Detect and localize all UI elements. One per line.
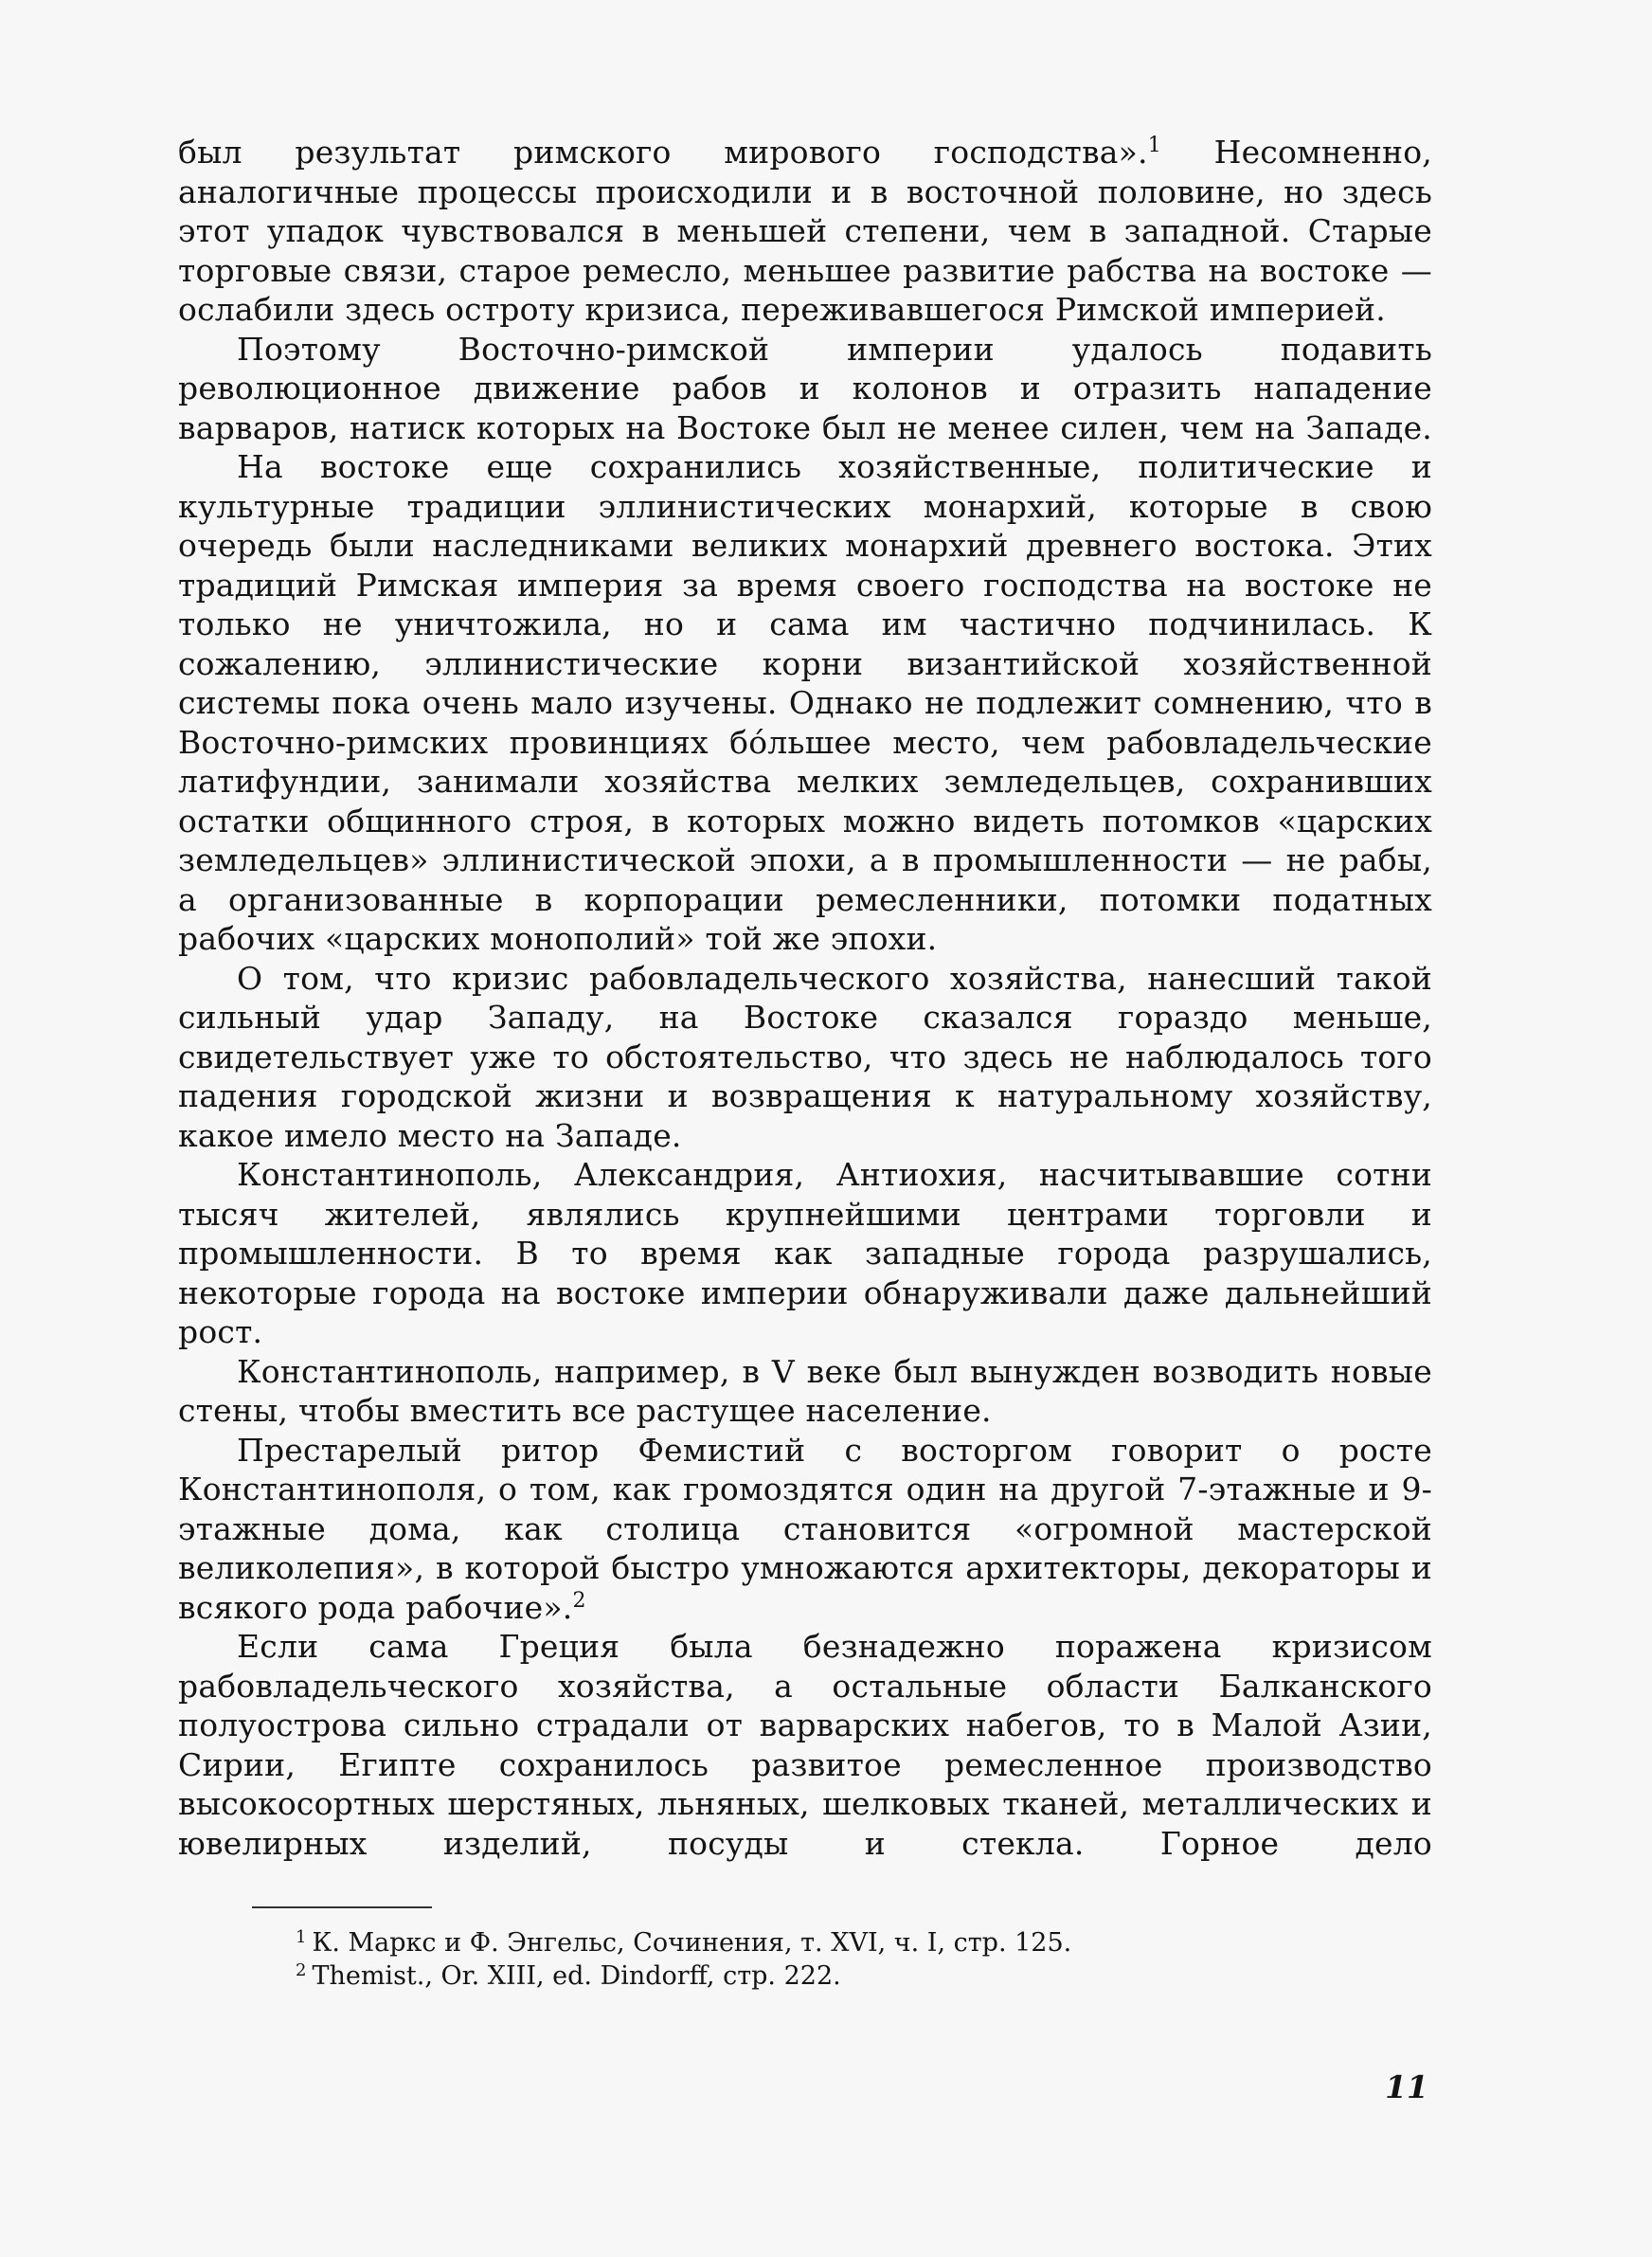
footnote-2	[296, 1959, 1385, 1993]
footnote-1	[296, 1926, 1385, 1959]
paragraph-8-text: Если сама Греция была безнадежно поражена кризисом рабовладельческого хозяйства, а остальные области Балканского полуострова сильно страдали от варварских набегов, то в Малой Азии, Сирии, Египте сохранилось развитое ремесленное производство высокосортных шерстяных, льняных, шелковых тканей, металлических и ювелирных изделий, посуды и стекла. Горное дело	[178, 1628, 1432, 1862]
paragraph-7	[178, 1431, 1432, 1628]
footnote-1-text: К. Маркс и Ф. Энгельс, Сочинения, т. XVI, ч. I, стр. 125.	[312, 1928, 1072, 1958]
paragraph-7-text: Престарелый ритор Фемистий с восторгом говорит о росте Константинополя, о том, как громоздятся один на другой 7-этажные и 9-этажные дома, как столица становится «огромной мастерской великолепия», в которой быстро умножаются архитекторы, декораторы и всякого рода рабочие».	[178, 1431, 1432, 1626]
paragraph-6	[178, 1352, 1432, 1431]
paragraph-2-text: Поэтому Восточно-римской империи удалось подавить революционное движение рабов и колонов и отразить нападение варваров, натиск которых на Востоке был не менее силен, чем на Западе.	[178, 330, 1432, 446]
paragraph-4-text: О том, что кризис рабовладельческого хозяйства, нанесший такой сильный удар Западу, на Востоке сказался гораздо меньше, свидетельствует уже то обстоятельство, что здесь не наблюдалось того падения городской жизни и возвращения к натуральному хозяйству, какое имело место на Западе.	[178, 959, 1432, 1154]
footnote-ref-1: 1	[1147, 134, 1161, 157]
footnote-2-number: 2	[296, 1960, 307, 1980]
footnote-1-number: 1	[296, 1927, 307, 1947]
paragraph-6-text: Константинополь, например, в V веке был вынужден возводить новые стены, чтобы вместить все растущее население.	[178, 1352, 1432, 1429]
paragraph-2	[178, 330, 1432, 448]
main-text	[178, 133, 1432, 1863]
paragraph-5-text: Константинополь, Александрия, Антиохия, насчитывавшие сотни тысяч жителей, являлись крупнейшими центрами торговли и промышленности. В то время как западные города разрушались, некоторые города на востоке империи обнаруживали даже дальнейший рост.	[178, 1156, 1432, 1350]
paragraph-3-text: На востоке еще сохранились хозяйственные, политические и культурные традиции эллинистических монархий, которые в свою очередь были наследниками великих монархий древнего востока. Этих традиций Римская империя за время своего господства на востоке не только не уничтожила, но и сама им частично подчинилась. К сожалению, эллинистические корни византийской хозяйственной системы пока очень мало изучены. Однако не подлежит сомнению, что в Восточно-римских провинциях бо́льшее место, чем рабовладельческие латифундии, занимали хозяйства мелких земледельцев, сохранивших остатки общинного строя, в которых можно видеть потомков «царских земледельцев» эллинистической эпохи, а в промышленности — не рабы, а организованные в корпорации ремесленники, потомки податных рабочих «царских монополий» той же эпохи.	[178, 448, 1432, 957]
book-page	[178, 0, 1432, 2257]
paragraph-4	[178, 959, 1432, 1156]
paragraph-1-text-continued: Несомненно, аналогичные процессы происходили и в восточной половине, но здесь этот упадок чувствовался в меньшей степени, чем в западной. Старые торговые связи, старое ремесло, меньшее развитие рабства на востоке — ослабили здесь остроту кризиса, переживавшегося Римской империей.	[178, 134, 1432, 328]
footnote-ref-2: 2	[572, 1588, 586, 1613]
page-number: 11	[1385, 2068, 1428, 2105]
paragraph-5	[178, 1155, 1432, 1352]
footnote-divider	[252, 1906, 432, 1908]
paragraph-3	[178, 447, 1432, 959]
footnotes	[296, 1926, 1385, 1993]
paragraph-1	[178, 133, 1432, 330]
paragraph-8	[178, 1627, 1432, 1863]
footnote-2-text: Themist., Or. XIII, ed. Dindorff, стр. 222.	[312, 1961, 841, 1991]
paragraph-1-text: был результат римского мирового господства».	[178, 134, 1148, 171]
